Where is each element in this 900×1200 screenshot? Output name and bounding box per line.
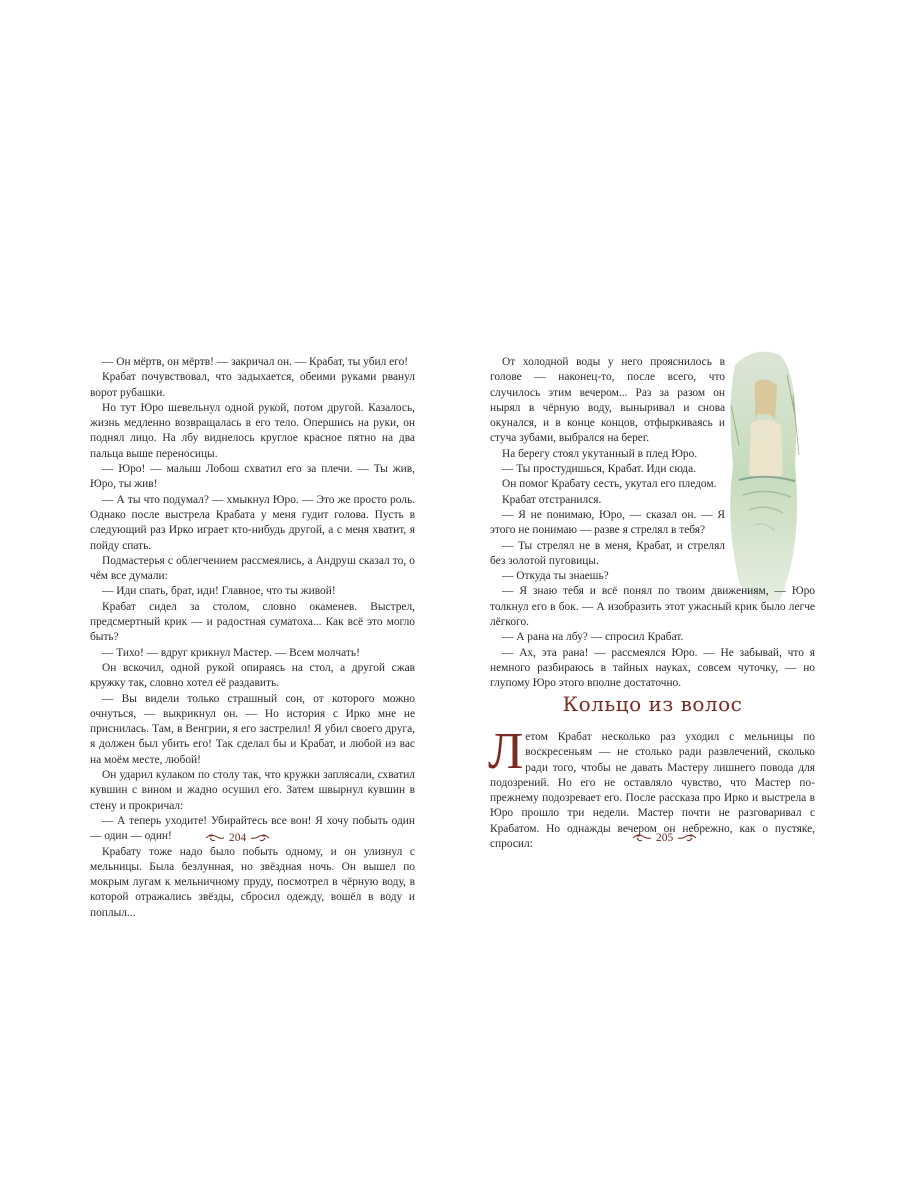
paragraph: — Юро! — малыш Лобош схватил его за плечи. — Ты жив, Юро, ты жив! — [90, 463, 415, 491]
paragraph: — Откуда ты знаешь? — [502, 570, 609, 583]
leaf-flourish-icon — [250, 832, 270, 844]
paragraph: Крабат почувствовал, что задыхается, обеими руками рванул ворот рубашки. — [90, 371, 415, 399]
paragraph: — Он мёртв, он мёртв! — закричал он. — Крабат, ты убил его! — [102, 356, 409, 368]
right-page — [490, 355, 815, 692]
paragraph: Крабат сидел за столом, словно окаменев. Выстрел, предсмертный крик — и радостная суматоха... Как всё это могло быть? — [90, 600, 415, 644]
paragraph: Он вскочил, одной рукой опираясь на стол, а другой сжав кружку так, словно хотел её раздавить. — [90, 661, 415, 690]
chapter-title: Кольцо из волос — [562, 692, 743, 716]
chapter-paragraph: етом Крабат несколько раз уходил с мельницы по воскресеньям — не столько ради развлечений, сколько ради того, чтобы не давать Мастеру лишнего повода для подозрений. Но его не оставляло чувство, что Мастер по-прежнему подозревает его. После рассказа про Ирко и выстрела в Юро прошло три недели. Мастер почти не разговаривал с Крабатом. Но однажды вечером он небрежно, как о пустяке, спросил: — [490, 731, 815, 851]
paragraph: — Тихо! — вдруг крикнул Мастер. — Всем молчать! — [102, 646, 360, 659]
paragraph: Он помог Крабату сесть, укутал его пледом. — [502, 478, 717, 491]
page-number: 204 — [229, 832, 247, 844]
paragraph: На берегу стоял укутанный в плед Юро. — [502, 447, 698, 460]
paragraph: Подмастерья с облегчением рассмеялись, а Андруш сказал то, о чём все думали: — [90, 554, 415, 583]
page-number-left — [205, 832, 270, 844]
drop-cap: Л — [488, 723, 524, 780]
paragraph: — Вы видели только страшный сон, от которого можно очнуться, — выкрикнул он. — Но история с Ирко мне не приснилась. Там, в Венгрии, я его застрелил! Я убил своего друга, я должен был убить его! Так сделал бы и Крабат, и любой из вас на моём месте, любой! — [90, 692, 415, 766]
paragraph: Но тут Юро шевельнул одной рукой, потом другой. Казалось, жизнь медленно возвращалась в его тело. Опершись на руки, он поднял лицо. На лбу виднелось круглое красное пятно на два пальца выше переносицы. — [90, 401, 415, 460]
paragraph: — Иди спать, брат, иди! Главное, что ты живой! — [102, 585, 336, 598]
paragraph: — Ты стрелял не в меня, Крабат, и стрелял без золотой пуговицы. — [490, 539, 725, 567]
leaf-flourish-icon — [677, 832, 697, 844]
paragraph: От холодной воды у него прояснилось в голове — наконец-то, после всего, что случилось этим вечером... Раз за разом он нырял в чёрную воду, выныривал и снова окунался, и в конце концов, отфыркиваясь и стуча зубами, выбрался на берег. — [490, 356, 725, 445]
paragraph: Крабату тоже надо было побыть одному, и он улизнул с мельницы. Была безлунная, но звёздная ночь. Он вышел по мокрым лугам к мельничному пруду, посмотрел в чёрную воду, в которой отражались звёзды, сбросил одежду, вошёл в воду и поплыл... — [90, 845, 415, 919]
page-number-right — [632, 832, 697, 844]
leaf-flourish-icon — [632, 832, 652, 844]
paragraph: — Я знаю тебя и всё понял по твоим движениям, — Юро толкнул его в бок. — А изобразить этот ужасный крик было легче лёгкого. — [490, 585, 815, 629]
leaf-flourish-icon — [205, 832, 225, 844]
paragraph: — Я не понимаю, Юро, — сказал он. — Я этого не понимаю — разве я стрелял в тебя? — [490, 508, 725, 537]
paragraph: — А рана на лбу? — спросил Крабат. — [502, 631, 684, 644]
paragraph: — Ты простудишься, Крабат. Иди сюда. — [502, 463, 696, 476]
page-number: 205 — [656, 832, 674, 844]
paragraph: — А теперь уходите! Убирайтесь все вон! Я хочу побыть один — один — один! — [90, 814, 415, 843]
paragraph: — Ах, эта рана! — рассмеялся Юро. — Не забывай, что я немного разбираюсь в тайных науках, совсем чуточку, — но глупому Юро этого вполне достаточно. — [490, 646, 815, 690]
paragraph: — А ты что подумал? — хмыкнул Юро. — Это же просто роль. Однако после выстрела Крабата у меня гудит голова. Пусть в следующий раз Ирко играет кто-нибудь другой, а с меня хватит, я пойду спать. — [90, 493, 415, 552]
paragraph: Он ударил кулаком по столу так, что кружки заплясали, схватил кувшин с вином и жадно осушил его. Затем швырнул кувшин в стену и прокричал: — [90, 769, 415, 812]
paragraph: Крабат отстранился. — [502, 493, 602, 506]
